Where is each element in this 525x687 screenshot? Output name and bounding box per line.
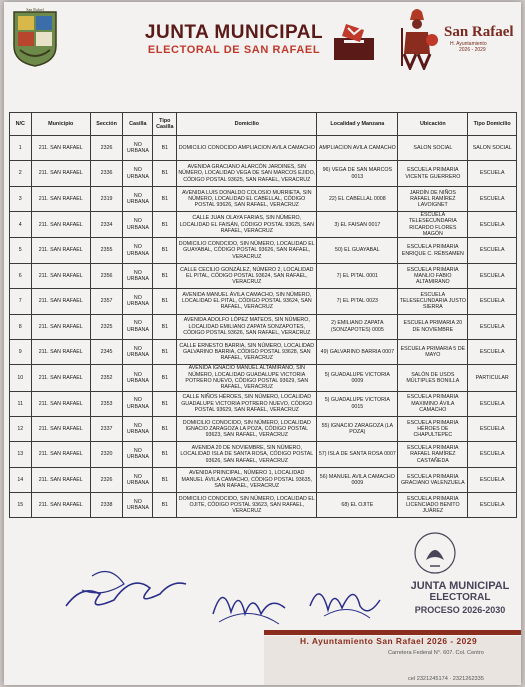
table-cell: 5) GUADALUPE VICTORIA 0015 <box>317 391 398 416</box>
table-cell: AVENIDA 20 DE NOVIEMBRE, SIN NÚMERO, LOCALIDAD ISLA DE SANTA ROSA, CÓDIGO POSTAL 93626, SAN RAFAEL, VERACRUZ <box>177 442 317 467</box>
table-cell: ESCUELA TELESECUNDARIA JUSTO SIERRA <box>398 289 468 314</box>
table-cell: 211. SAN RAFAEL <box>31 442 90 467</box>
table-cell: 2355 <box>90 238 122 263</box>
column-header: Localidad y Manzana <box>317 113 398 136</box>
table-cell: ESCUELA <box>468 339 517 364</box>
table-cell: 2345 <box>90 339 122 364</box>
table-cell: ESCUELA <box>468 289 517 314</box>
header-subtitle: ELECTORAL DE SAN RAFAEL <box>147 44 321 56</box>
table-cell: 211. SAN RAFAEL <box>31 467 90 492</box>
table-cell: ESCUELA <box>468 161 517 186</box>
column-header: Tipo Domicilio <box>468 113 517 136</box>
table-cell: 2320 <box>90 442 122 467</box>
table-cell: 2326 <box>90 467 122 492</box>
table-cell: B1 <box>153 365 177 391</box>
table-header-row <box>10 113 517 136</box>
table-cell: ESCUELA <box>468 493 517 518</box>
table-row <box>10 212 517 238</box>
table-cell: 211. SAN RAFAEL <box>31 391 90 416</box>
table-cell: 2356 <box>90 263 122 288</box>
table-cell: 211. SAN RAFAEL <box>31 136 90 161</box>
table-row <box>10 467 517 492</box>
svg-text:San Rafael: San Rafael <box>26 7 44 12</box>
table-cell: 10 <box>10 365 32 391</box>
table-cell: JARDÍN DE NIÑOS RAFAEL RAMÍREZ LAVOIGNET <box>398 186 468 211</box>
table-cell: CALLE CECILIO GONZÁLEZ, NÚMERO 2, LOCALIDAD EL PITAL, CÓDIGO POSTAL 93624, SAN RAFAEL, VERACRUZ <box>177 263 317 288</box>
table-cell: 13 <box>10 442 32 467</box>
table-cell: B1 <box>153 136 177 161</box>
table-cell: ESCUELA PRIMARIA HÉROES DE CHAPULTEPEC <box>398 416 468 441</box>
table-cell: 50) EL GUAYABAL <box>317 238 398 263</box>
table-row <box>10 314 517 339</box>
table-cell: 3) EL FAISAN 0017 <box>317 212 398 238</box>
table-cell: ESCUELA PRIMARIA VICENTE GUERRERO <box>398 161 468 186</box>
table-row <box>10 442 517 467</box>
signature-2 <box>209 574 289 630</box>
table-cell: 2353 <box>90 391 122 416</box>
table-row <box>10 391 517 416</box>
table-cell: NO URBANA <box>123 161 153 186</box>
document-header <box>4 2 521 106</box>
footer-phone: cel 2321245174 · 2321262335 <box>408 676 484 682</box>
table-row <box>10 136 517 161</box>
table-cell: DOMICILIO CONOCIDO, SIN NÚMERO, LOCALIDAD EL OJITE, CÓDIGO POSTAL 93623, SAN RAFAEL, VERACRUZ <box>177 493 317 518</box>
table-cell: AVENIDA PRINCIPAL, NÚMERO 1, LOCALIDAD MANUEL ÁVILA CAMACHO, CÓDIGO POSTAL 93635, SAN RAFAEL, VERACRUZ <box>177 467 317 492</box>
table-cell: ESCUELA <box>468 186 517 211</box>
table-cell: AVENIDA GRACIANO ALARCÓN JARDINES, SIN NÚMERO, LOCALIDAD VEGA DE SAN MARCOS EJIDO, CÓDIGO POSTAL 93625, SAN RAFAEL, VERACRUZ <box>177 161 317 186</box>
column-header: Tipo Casilla <box>153 113 177 136</box>
column-header: Municipio <box>31 113 90 136</box>
municipal-seal-icon <box>10 6 60 68</box>
table-cell: NO URBANA <box>123 416 153 441</box>
table-row <box>10 416 517 441</box>
warrior-logo-icon <box>394 8 440 70</box>
table-cell: NO URBANA <box>123 314 153 339</box>
table-row <box>10 365 517 391</box>
table-cell: ESCUELA <box>468 391 517 416</box>
table-cell: AMPLIACION AVILA CAMACHO <box>317 136 398 161</box>
table-cell: NO URBANA <box>123 238 153 263</box>
table-cell: 211. SAN RAFAEL <box>31 365 90 391</box>
table-cell: NO URBANA <box>123 212 153 238</box>
table-cell: 211. SAN RAFAEL <box>31 416 90 441</box>
table-cell: NO URBANA <box>123 136 153 161</box>
table-cell: 2325 <box>90 314 122 339</box>
table-cell: ESCUELA <box>468 212 517 238</box>
table-cell: 2334 <box>90 212 122 238</box>
table-cell: 68) EL OJITE <box>317 493 398 518</box>
table-cell: NO URBANA <box>123 391 153 416</box>
table-cell: 211. SAN RAFAEL <box>31 493 90 518</box>
table-cell: B1 <box>153 161 177 186</box>
table-cell: 57) ISLA DE SANTA ROSA 0007 <box>317 442 398 467</box>
table-cell: NO URBANA <box>123 339 153 364</box>
table-cell: AVENIDA IGNACIO MANUEL ALTAMIRANO, SIN NÚMERO, LOCALIDAD GUADALUPE VICTORIA POTRERO NUEVO, CÓDIGO POSTAL 93629, SAN RAFAEL, VERACRUZ <box>177 365 317 391</box>
table-cell: 5 <box>10 238 32 263</box>
table-cell: ESCUELA PRIMARIA 5 DE MAYO <box>398 339 468 364</box>
column-header: Ubicación <box>398 113 468 136</box>
city-logo-years: 2026 - 2029 <box>459 47 486 53</box>
table-cell: 15 <box>10 493 32 518</box>
table-cell: 2352 <box>90 365 122 391</box>
table-cell: SALON SOCIAL <box>398 136 468 161</box>
table-cell: 211. SAN RAFAEL <box>31 161 90 186</box>
table-cell: 7) EL PITAL 0023 <box>317 289 398 314</box>
table-cell: B1 <box>153 238 177 263</box>
table-cell: 2319 <box>90 186 122 211</box>
table-cell: NO URBANA <box>123 365 153 391</box>
column-header: Domicilio <box>177 113 317 136</box>
table-row <box>10 238 517 263</box>
table-cell: CALLE ERNESTO BARRIA, SIN NÚMERO, LOCALIDAD GALVARINO BARRIA, CÓDIGO POSTAL 93628, SAN RAFAEL, VERACRUZ <box>177 339 317 364</box>
table-cell: CALLE NIÑOS HÉROES, SIN NÚMERO, LOCALIDAD GUADALUPE VICTORIA POTRERO NUEVO, CÓDIGO POSTAL 93629, SAN RAFAEL, VERACRUZ <box>177 391 317 416</box>
column-header: Sección <box>90 113 122 136</box>
table-cell: 5) GUADALUPE VICTORIA 0009 <box>317 365 398 391</box>
table-cell: 11 <box>10 391 32 416</box>
table-cell: 2338 <box>90 493 122 518</box>
table-cell: CALLE JUAN OLAYA FARIAS, SIN NÚMERO, LOCALIDAD EL FAISÁN, CÓDIGO POSTAL 93625, SAN RAFAEL, VERACRUZ <box>177 212 317 238</box>
table-row <box>10 493 517 518</box>
table-cell: 211. SAN RAFAEL <box>31 186 90 211</box>
stamp-line-2: ELECTORAL <box>429 592 491 603</box>
ballot-box-icon <box>330 20 378 62</box>
table-cell: NO URBANA <box>123 186 153 211</box>
table-cell: 2 <box>10 161 32 186</box>
table-cell: ESCUELA PRIMARIA 20 DE NOVIEMBRE <box>398 314 468 339</box>
table-cell: B1 <box>153 442 177 467</box>
table-cell: NO URBANA <box>123 442 153 467</box>
table-cell: SALON SOCIAL <box>468 136 517 161</box>
table-cell: AVENIDA LUIS DONALDO COLOSIO MURRIETA, SIN NÚMERO, LOCALIDAD EL CABELLAL, CÓDIGO POSTAL 93626, SAN RAFAEL, VERACRUZ <box>177 186 317 211</box>
table-row <box>10 289 517 314</box>
table-cell: AVENIDA MANUEL ÁVILA CAMACHO, SIN NÚMERO, LOCALIDAD EL PITAL, CÓDIGO POSTAL 93624, SAN RAFAEL, VERACRUZ <box>177 289 317 314</box>
table-cell: B1 <box>153 263 177 288</box>
footer-accent-bar <box>264 630 521 635</box>
column-header: Casilla <box>123 113 153 136</box>
table-cell: 4 <box>10 212 32 238</box>
table-cell: 14 <box>10 467 32 492</box>
signature-1 <box>62 554 192 618</box>
table-cell: NO URBANA <box>123 289 153 314</box>
table-cell: NO URBANA <box>123 493 153 518</box>
electoral-stamp <box>400 580 520 615</box>
table-cell: 12 <box>10 416 32 441</box>
table-cell: B1 <box>153 186 177 211</box>
mexico-eagle-emblem-icon <box>412 530 458 576</box>
table-cell: B1 <box>153 467 177 492</box>
table-cell: 3 <box>10 186 32 211</box>
document-page <box>4 2 521 685</box>
table-cell: 22) EL CABELLAL 0008 <box>317 186 398 211</box>
table-cell: NO URBANA <box>123 263 153 288</box>
table-cell: 211. SAN RAFAEL <box>31 238 90 263</box>
table-cell: 7 <box>10 289 32 314</box>
table-cell: NO URBANA <box>123 467 153 492</box>
table-cell: ESCUELA PRIMARIA MANLIO FABIO ALTAMIRANO <box>398 263 468 288</box>
city-logo-title: San Rafael <box>444 24 514 40</box>
table-cell: 56) MANUEL AVILA CAMACHO 0009 <box>317 467 398 492</box>
stamp-line-1: JUNTA MUNICIPAL <box>410 580 510 592</box>
table-cell: ESCUELA <box>468 467 517 492</box>
table-cell: B1 <box>153 391 177 416</box>
table-cell: 211. SAN RAFAEL <box>31 263 90 288</box>
table-cell: ESCUELA <box>468 314 517 339</box>
table-cell: 211. SAN RAFAEL <box>31 339 90 364</box>
signature-3 <box>304 576 384 626</box>
table-cell: 211. SAN RAFAEL <box>31 314 90 339</box>
table-cell: 7) EL PITAL 0001 <box>317 263 398 288</box>
table-cell: DOMICILIO CONOCIDO, SIN NÚMERO, LOCALIDAD EL GUAYABAL, CÓDIGO POSTAL 93626, SAN RAFAEL, VERACRUZ <box>177 238 317 263</box>
table-cell: 2336 <box>90 161 122 186</box>
table-cell: 211. SAN RAFAEL <box>31 289 90 314</box>
table-cell: PARTICULAR <box>468 365 517 391</box>
table-cell: 49) GALVARINO BARRIA 0007 <box>317 339 398 364</box>
header-title: JUNTA MUNICIPAL <box>144 22 324 43</box>
table-cell: 2357 <box>90 289 122 314</box>
table-cell: 55) IGNACIO ZARAGOZA (LA POZA) <box>317 416 398 441</box>
table-cell: SALÓN DE USOS MÚLTIPLES BONILLA <box>398 365 468 391</box>
table-cell: B1 <box>153 212 177 238</box>
table-cell: ESCUELA PRIMARIA LICENCIADO BENITO JUÁREZ <box>398 493 468 518</box>
table-row <box>10 339 517 364</box>
table-row <box>10 161 517 186</box>
column-header: N/C <box>10 113 32 136</box>
table-cell: ESCUELA TELESECUNDARIA RICARDO FLORES MAGÓN <box>398 212 468 238</box>
table-cell: B1 <box>153 339 177 364</box>
table-row <box>10 263 517 288</box>
table-cell: ESCUELA PRIMARIA GRACIANO VALENZUELA <box>398 467 468 492</box>
table-cell: 9 <box>10 339 32 364</box>
table-cell: B1 <box>153 314 177 339</box>
table-cell: B1 <box>153 289 177 314</box>
table-cell: ESCUELA PRIMARIA RAFAEL RAMÍREZ CASTAÑEDA <box>398 442 468 467</box>
table-cell: DOMICILIO CONOCIDO AMPLIACION AVILA CAMACHO <box>177 136 317 161</box>
polling-stations-table <box>9 112 517 518</box>
table-cell: AVENIDA ADOLFO LÓPEZ MATEOS, SIN NÚMERO, LOCALIDAD EMILIANO ZAPATA SONZAPOTES, CÓDIGO POSTAL 93626, SAN RAFAEL, VERACRUZ <box>177 314 317 339</box>
table-cell: 8 <box>10 314 32 339</box>
table-cell: 2326 <box>90 136 122 161</box>
table-cell: 2) EMILIANO ZAPATA (SONZAPOTES) 0005 <box>317 314 398 339</box>
table-row <box>10 186 517 211</box>
stamp-line-3: PROCESO 2026-2030 <box>414 605 506 615</box>
table-cell: ESCUELA PRIMARIA ENRIQUE C. RÉBSAMEN <box>398 238 468 263</box>
table-cell: B1 <box>153 416 177 441</box>
table-cell: 6 <box>10 263 32 288</box>
footer-address: Carretera Federal N°. 607. Col. Centro <box>388 650 484 656</box>
table-cell: 1 <box>10 136 32 161</box>
table-cell: ESCUELA <box>468 442 517 467</box>
table-cell: ESCUELA PRIMARIA MAXIMINO ÁVILA CAMACHO <box>398 391 468 416</box>
table-cell: 211. SAN RAFAEL <box>31 212 90 238</box>
city-logo-subtitle: H. Ayuntamiento <box>450 41 487 47</box>
table-cell: B1 <box>153 493 177 518</box>
table-cell: 96) VEGA DE SAN MARCOS 0013 <box>317 161 398 186</box>
table-cell: ESCUELA <box>468 263 517 288</box>
table-cell: ESCUELA <box>468 238 517 263</box>
table-cell: DOMICILIO CONOCIDO, SIN NÚMERO, LOCALIDAD IGNACIO ZARAGOZA LA POZA, CÓDIGO POSTAL 93623, SAN RAFAEL, VERACRUZ <box>177 416 317 441</box>
footer-title: H. Ayuntamiento San Rafael 2026 - 2029 <box>300 636 478 646</box>
table-cell: 2337 <box>90 416 122 441</box>
table-cell: ESCUELA <box>468 416 517 441</box>
